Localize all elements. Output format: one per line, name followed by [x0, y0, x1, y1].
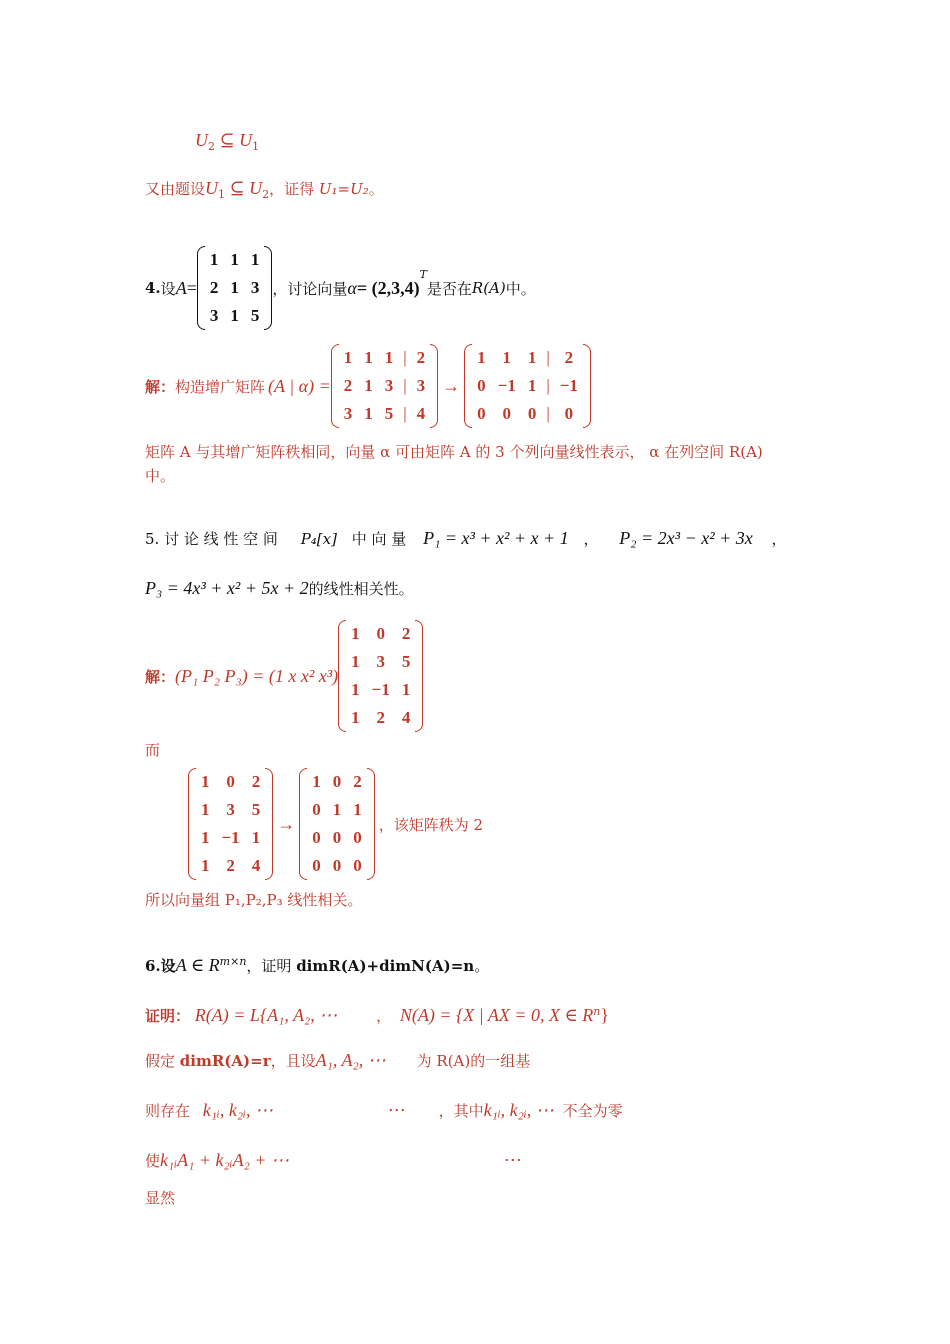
matrix-after: 1 0 2 0 1 1 0 0 0 0 0 0 — [299, 768, 375, 880]
matrix-before: 1 0 2 1 3 5 1 −1 1 1 2 4 — [188, 768, 273, 880]
arrow-icon: → — [277, 813, 296, 834]
conclusion-equal-line: 又由题设$U_1$ ⊆ $U_2$，证得 U₁=U₂。 — [145, 178, 384, 201]
problem-5-line1: 5. 讨 论 线 性 空 间 P₄[x] 中 向 量 P₁ = x³ + x² + x + 1 ， P₂ = 2x³ − x² + 3x ， — [145, 528, 787, 548]
conclusion-4-line1: 矩阵 A 与其增广矩阵秩相同，向量 α 可由矩阵 A 的 3 个列向量线性表示， α 在列空间 R(A) — [145, 443, 763, 461]
proof-6-line4: 使k₁ᵢA₁ + k₂ᵢA₂ + ⋯ ⋯ — [145, 1150, 522, 1170]
solution-4: 解： 构造增广矩阵 (A | α) = 1 1 1 | 2 2 1 3 | 3 3 1 5 | 4 → 1 1 1 | 2 0 −1 1 | −1 0 0 0 | 0 — [145, 344, 591, 428]
proof-6-line3: 则存在 k₁ᵢ, k₂ᵢ, ⋯ ⋯ ，其中k₁ᵢ, k₂ᵢ, ⋯ 不全为零 — [145, 1100, 623, 1120]
solution-5: 解： (P₁ P₂ P₃) = (1 x x² x³) 1 0 2 1 3 5 1 −1 1 1 2 4 — [145, 620, 423, 732]
proof-6-line5: 显然 — [145, 1189, 176, 1207]
subset-line: $U_2$ ⊆ $U_1$ — [195, 130, 260, 153]
and-word: 而 — [145, 741, 161, 759]
matrix-A: 1 1 1 2 1 3 3 1 5 — [197, 246, 273, 330]
arrow-icon: → — [442, 375, 461, 396]
coefficient-matrix: 1 0 2 1 3 5 1 −1 1 1 2 4 — [338, 620, 423, 732]
proof-6-line2: 假定 dimR(A)=r，且设A₁, A₂, ⋯ 为 R(A)的一组基 — [145, 1050, 531, 1070]
conclusion-4-line2: 中。 — [145, 467, 176, 485]
problem-6: 6.设A ∈ $R^{m\times n}$，证明 dimR(A)+dimN(A)=n。 — [145, 955, 490, 975]
reduced-matrix: 1 1 1 | 2 0 −1 1 | −1 0 0 0 | 0 — [464, 344, 591, 428]
problem-5-line2: P₃ = 4x³ + x² + 5x + 2的线性相关性。 — [145, 578, 414, 598]
proof-6-line1: 证明： R(A) = L{A₁, A₂, ⋯ ， N(A) = {X | AX = 0, X ∈ $R^n$} — [145, 1005, 610, 1025]
row-reduction-5: 1 0 2 1 3 5 1 −1 1 1 2 4 → 1 0 2 0 1 1 0 0 0 0 0 0 ，该矩阵秩为 2 — [188, 768, 483, 880]
augmented-matrix: 1 1 1 | 2 2 1 3 | 3 3 1 5 | 4 — [331, 344, 438, 428]
problem-4: 4. 设 A = 1 1 1 2 1 3 3 1 5 ，讨论向量 α = (2,3,4) $^T$ 是否在 R(A) 中。 — [145, 246, 536, 330]
conclusion-5: 所以向量组 P₁,P₂,P₃ 线性相关。 — [145, 891, 363, 909]
